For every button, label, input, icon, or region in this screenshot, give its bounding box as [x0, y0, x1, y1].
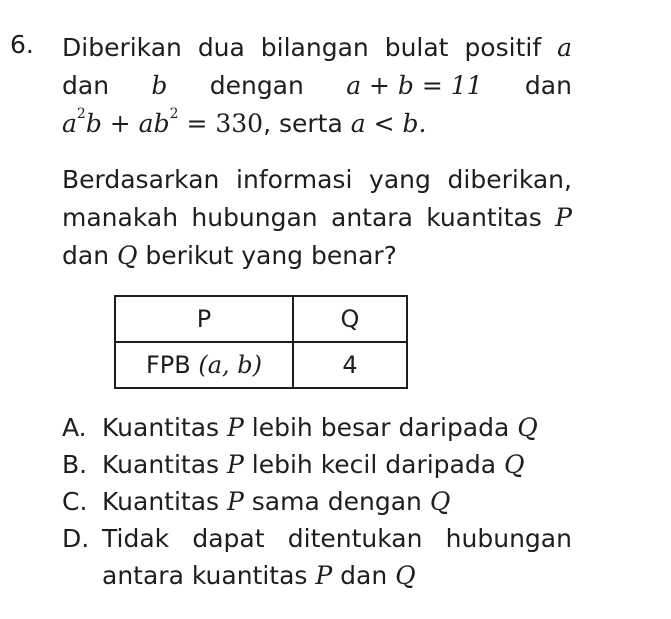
- variable-a: a: [557, 33, 572, 62]
- intro-line-1: [62, 29, 572, 67]
- option-word: ditentukan: [287, 524, 423, 553]
- option-b[interactable]: [62, 446, 572, 483]
- option-mid: lebih besar daripada: [243, 413, 518, 442]
- header-p: P: [115, 296, 293, 342]
- answer-options: [62, 409, 572, 594]
- eq2-term: b + ab: [85, 109, 170, 138]
- question-body: [62, 29, 572, 594]
- comparison-table: [114, 295, 408, 389]
- variable-b: b: [151, 71, 168, 100]
- intro-word: positif: [464, 33, 542, 62]
- option-var-p: P: [315, 561, 333, 590]
- prompt-word: yang: [369, 165, 431, 194]
- option-word: dapat: [192, 524, 265, 553]
- option-text: [102, 446, 572, 483]
- prompt-line-1: [62, 161, 572, 199]
- prompt: [62, 161, 572, 275]
- option-var-q: Q: [395, 561, 416, 590]
- intro-word: Diberikan: [62, 33, 182, 62]
- table-row: [115, 342, 407, 388]
- intro-word: bulat: [384, 33, 449, 62]
- comparison-table-wrapper: [114, 295, 572, 389]
- eq2-value: = 330: [178, 109, 264, 138]
- intro-line-2: [62, 67, 572, 105]
- option-d-line-1: [102, 520, 572, 557]
- prompt-text: berikut yang benar?: [137, 241, 397, 270]
- variable-q: Q: [116, 241, 138, 270]
- equation-sum: a + b = 11: [346, 71, 483, 100]
- eq2-exponent: 2: [76, 106, 86, 122]
- option-var-q: Q: [429, 487, 451, 516]
- option-mid: sama dengan: [243, 487, 430, 516]
- prompt-word: antara: [331, 203, 413, 232]
- prompt-line-3: [62, 237, 572, 275]
- option-pre: Kuantitas: [102, 413, 227, 442]
- option-text: [102, 520, 572, 594]
- table-header-row: [115, 296, 407, 342]
- option-pre: Kuantitas: [102, 487, 227, 516]
- eq2-exponent-2: 2: [169, 106, 179, 122]
- option-letter: A.: [62, 413, 87, 442]
- option-d[interactable]: [62, 520, 572, 594]
- option-letter: D.: [62, 524, 90, 553]
- header-q: Q: [293, 296, 407, 342]
- condition: a < b.: [350, 109, 427, 138]
- option-var-q: Q: [504, 450, 525, 479]
- prompt-word: informasi: [236, 165, 353, 194]
- cell-q: 4: [293, 342, 407, 388]
- option-d-line-2: [102, 557, 572, 594]
- option-word: Tidak: [102, 524, 170, 553]
- option-var-p: P: [227, 487, 244, 516]
- option-var-p: P: [227, 450, 244, 479]
- intro-word: dua: [197, 33, 245, 62]
- prompt-word: hubungan: [191, 203, 318, 232]
- question-number: 6.: [10, 30, 34, 59]
- variable-p: P: [555, 203, 572, 232]
- option-text: [102, 409, 572, 446]
- prompt-word: manakah: [62, 203, 179, 232]
- cell-label: FPB: [145, 351, 199, 379]
- prompt-line-2: [62, 199, 572, 237]
- option-a[interactable]: [62, 409, 572, 446]
- serta-text: , serta: [263, 109, 351, 138]
- intro-word: dengan: [209, 71, 304, 100]
- prompt-word: kuantitas: [426, 203, 542, 232]
- option-pre: Kuantitas: [102, 450, 227, 479]
- cell-math: (a, b): [198, 351, 263, 379]
- option-pre: antara kuantitas: [102, 561, 316, 590]
- option-c[interactable]: [62, 483, 572, 520]
- option-letter: C.: [62, 487, 88, 516]
- option-var-q: Q: [517, 413, 538, 442]
- option-mid: lebih kecil daripada: [243, 450, 504, 479]
- option-mid: dan: [332, 561, 396, 590]
- option-var-p: P: [227, 413, 244, 442]
- option-word: hubungan: [445, 524, 572, 553]
- cell-p: [115, 342, 293, 388]
- prompt-text: dan: [62, 241, 117, 270]
- eq2-a: a: [62, 109, 77, 138]
- prompt-word: Berdasarkan: [62, 165, 220, 194]
- intro-word: dan: [524, 71, 572, 100]
- option-text: [102, 483, 572, 520]
- intro-word: dan: [62, 71, 110, 100]
- prompt-word: diberikan,: [447, 165, 572, 194]
- intro-word: bilangan: [260, 33, 369, 62]
- option-letter: B.: [62, 450, 88, 479]
- intro-line-3: [62, 105, 572, 147]
